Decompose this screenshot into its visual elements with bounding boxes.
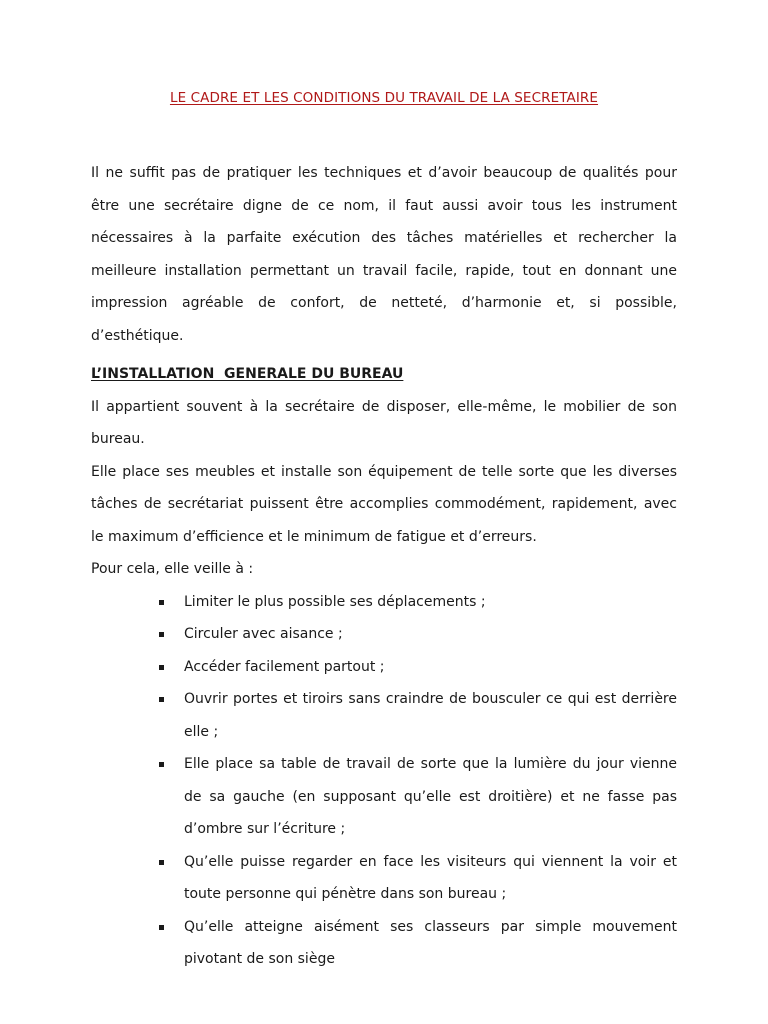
- list-item: [184, 846, 677, 911]
- bullet-list: [91, 586, 677, 976]
- section-paragraph: Il appartient souvent à la secrétaire de disposer, elle-même, le mobilier de son bureau.: [91, 398, 677, 447]
- bullet-square-icon: [159, 600, 164, 605]
- list-item-text: Qu’elle atteigne aisément ses classeurs par simple mouvement pivotant de son siège: [184, 918, 677, 967]
- list-item: [184, 586, 677, 619]
- bullet-square-icon: [159, 665, 164, 670]
- list-item-text: Limiter le plus possible ses déplacements ;: [184, 593, 486, 610]
- document-body: [91, 157, 677, 976]
- list-item-text: Ouvrir portes et tiroirs sans craindre de bousculer ce qui est derrière elle ;: [184, 691, 677, 740]
- list-item: [184, 911, 677, 976]
- bullet-square-icon: [159, 860, 164, 865]
- bullet-square-icon: [159, 632, 164, 637]
- intro-paragraph: Il ne suffit pas de pratiquer les techniques et d’avoir beaucoup de qualités pour être une secrétaire digne de ce nom, il faut aussi avoir tous les instrument nécessaires à la parfaite exécution des tâches matérielles et rechercher la meilleure installation permettant un travail facile, rapide, tout en donnant une impression agréable de confort, de netteté, d’harmonie et, si possible, d’esthétique.: [91, 165, 677, 344]
- bullet-square-icon: [159, 697, 164, 702]
- list-item-text: Qu’elle puisse regarder en face les visiteurs qui viennent la voir et toute personne qui pénètre dans son bureau ;: [184, 853, 677, 902]
- document-title: LE CADRE ET LES CONDITIONS DU TRAVAIL DE LA SECRETAIRE: [169, 90, 599, 106]
- list-item-text: Elle place sa table de travail de sorte que la lumière du jour vienne de sa gauche (en supposant qu’elle est droitière) et ne fasse pas d’ombre sur l’écriture ;: [184, 756, 677, 837]
- bullet-square-icon: [159, 925, 164, 930]
- bullet-square-icon: [159, 762, 164, 767]
- section-paragraph: Elle place ses meubles et installe son équipement de telle sorte que les diverses tâches de secrétariat puissent être accomplies commodément, rapidement, avec le maximum d’efficience et le minimum de fatigue et d’erreurs.: [91, 463, 677, 545]
- list-item: [184, 618, 677, 651]
- list-item-text: Accéder facilement partout ;: [184, 658, 385, 675]
- list-item-text: Circuler avec aisance ;: [184, 626, 343, 642]
- list-item: [184, 748, 677, 846]
- section-paragraph: Pour cela, elle veille à :: [91, 561, 254, 577]
- list-item: [184, 683, 677, 748]
- section-heading: L’INSTALLATION GENERALE DU BUREAU: [91, 366, 404, 382]
- list-item: [184, 651, 677, 684]
